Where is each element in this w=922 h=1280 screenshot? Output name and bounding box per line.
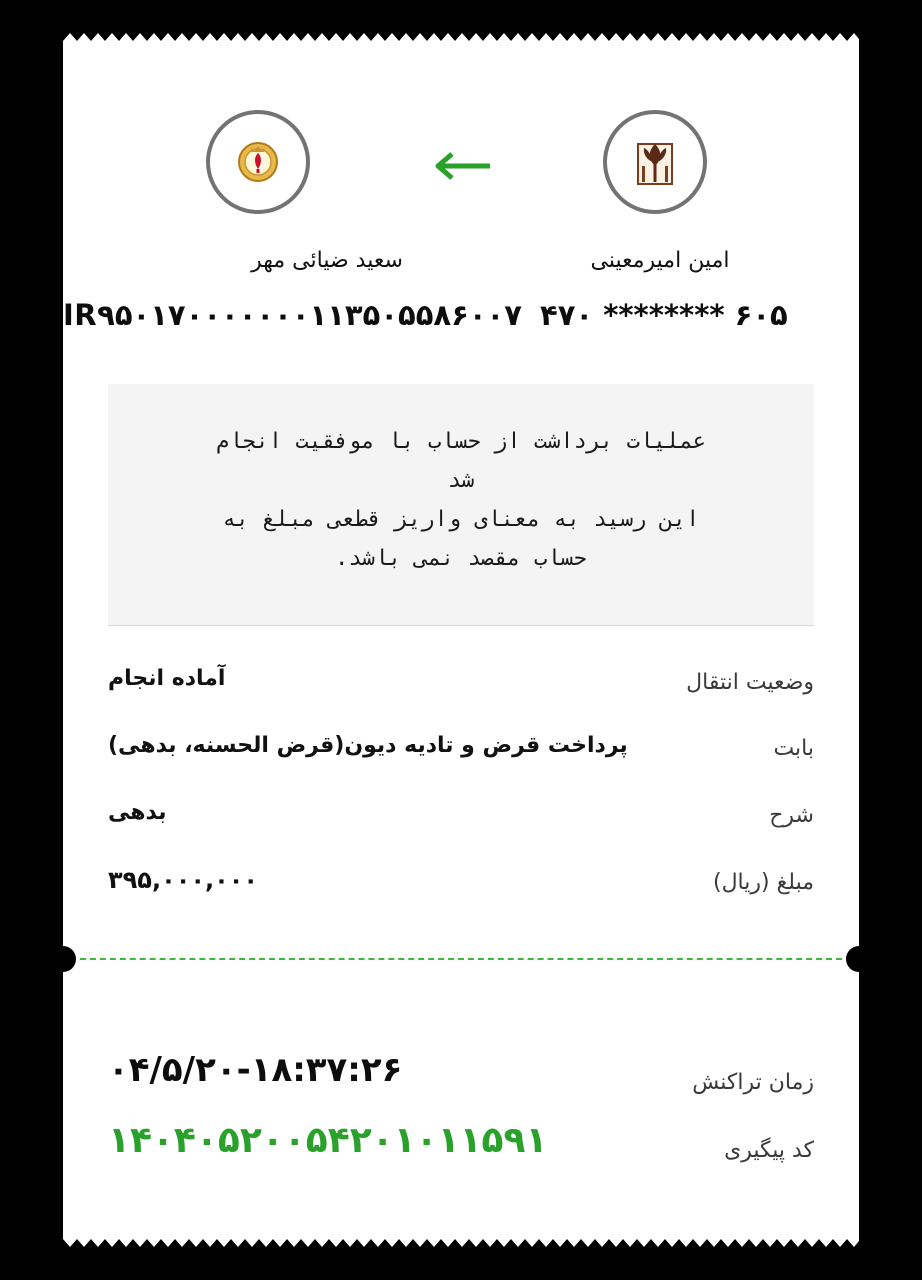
source-account-number: ۴۷۰ ******** ۶۰۵ xyxy=(540,298,788,332)
amount-label: مبلغ (ریال) xyxy=(712,870,814,895)
bank-melli-logo-icon xyxy=(210,114,306,210)
notice-text: عملیات برداشت از حساب با موفقیت انجام شد این رسید به معنای واریز قطعی مبلغ به حساب مقصد نمی باشد. xyxy=(215,429,707,571)
destination-name: سعید ضیائی مهر xyxy=(251,248,403,273)
source-name: امین امیرمعینی xyxy=(590,248,730,273)
arrow-left-icon xyxy=(432,151,492,181)
status-value: آماده انجام xyxy=(108,666,226,691)
description-label: شرح xyxy=(769,803,814,828)
purpose-value: پرداخت قرض و تادیه دیون(قرض الحسنه، بدهی) xyxy=(108,733,628,758)
receipt-top-edge xyxy=(63,33,859,47)
tracking-code-label: کد پیگیری xyxy=(724,1138,814,1163)
bank-keshavarzi-logo-icon xyxy=(607,114,703,210)
destination-bank-logo xyxy=(206,110,310,214)
receipt-bottom-edge xyxy=(63,1233,859,1247)
description-value: بدهی xyxy=(108,800,167,825)
ticket-notch-left xyxy=(50,946,76,972)
perforation-divider xyxy=(80,958,842,960)
transaction-time-label: زمان تراکنش xyxy=(692,1070,814,1095)
notice-box xyxy=(108,384,814,626)
status-label: وضعیت انتقال xyxy=(686,670,814,695)
purpose-label: بابت xyxy=(773,736,814,761)
tracking-code-value: ۱۴۰۴۰۵۲۰۰۵۴۲۰۱۰۱۱۵۹۱ xyxy=(108,1120,548,1161)
destination-iban: IR۹۵۰۱۷۰۰۰۰۰۰۰۱۱۳۵۰۵۵۸۶۰۰۷ xyxy=(63,298,522,332)
transaction-time-value: ۰۴/۵/۲۰-۱۸:۳۷:۲۶ xyxy=(108,1050,403,1090)
amount-value: ۳۹۵,۰۰۰,۰۰۰ xyxy=(108,866,259,894)
source-bank-logo xyxy=(603,110,707,214)
ticket-notch-right xyxy=(846,946,872,972)
